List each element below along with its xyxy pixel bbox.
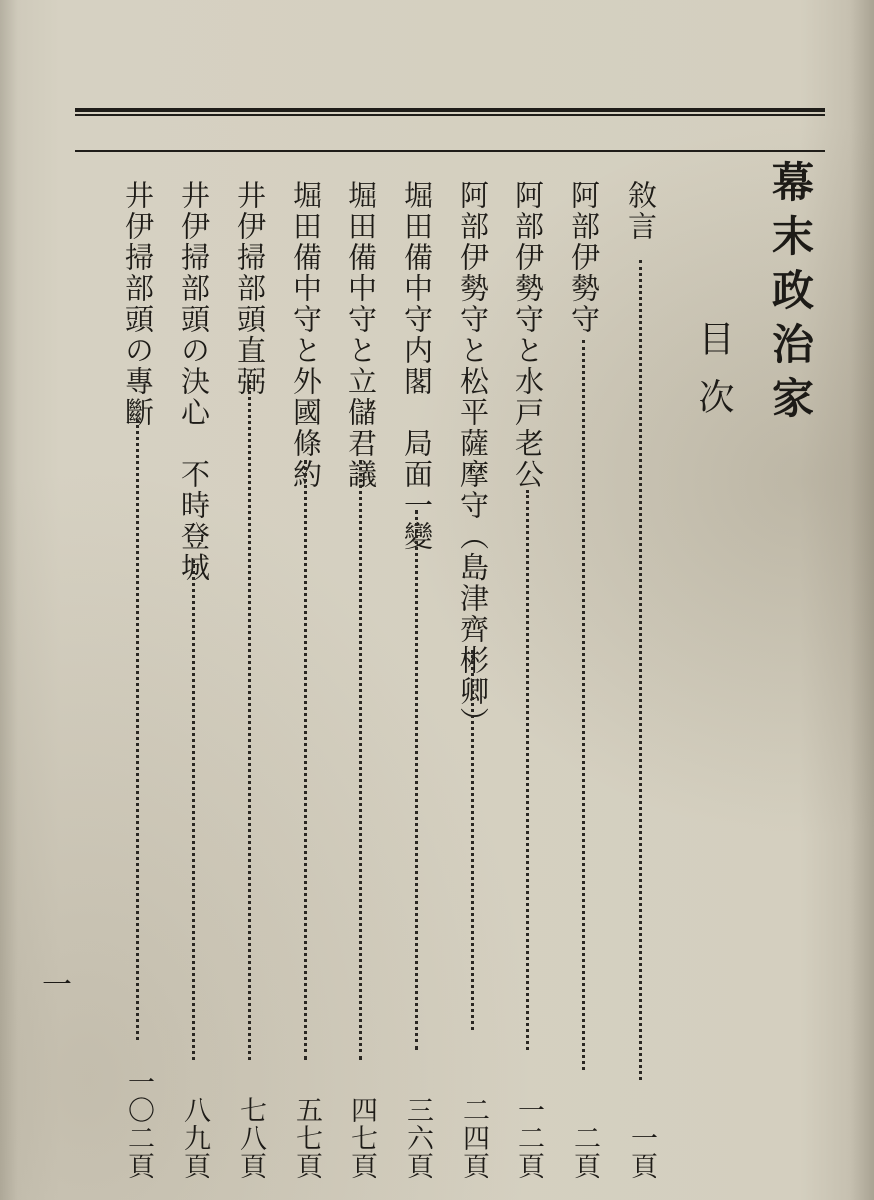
toc-leader-dots xyxy=(304,460,311,1060)
toc-entry-label: 井伊掃部頭直弼 xyxy=(233,180,267,397)
toc-entry-label: 阿部伊勢守と水戸老公 xyxy=(511,180,545,490)
toc-entry xyxy=(507,180,549,1180)
toc-leader-dots xyxy=(639,260,646,1080)
toc-entry-label: 井伊掃部頭の專斷 xyxy=(121,180,155,428)
top-rule-thick xyxy=(75,108,825,112)
toc-entry-page: 三六頁 xyxy=(402,1096,433,1180)
toc-entry xyxy=(173,180,215,1180)
toc-entry-label: 堀田備中守と外國條約 xyxy=(289,180,323,490)
toc-entry-page: 一頁 xyxy=(626,1124,657,1180)
toc-entry-page: 八九頁 xyxy=(179,1096,210,1180)
contents-heading: 目次 xyxy=(693,320,734,436)
toc-leader-dots xyxy=(582,340,589,1070)
page-number: 一 xyxy=(42,968,72,1003)
top-rule-double xyxy=(75,114,825,116)
toc-entry xyxy=(396,180,438,1180)
toc-entry-label: 堀田備中守内閣 局面一變 xyxy=(400,180,434,552)
toc-entry-label: 敘言 xyxy=(624,180,658,242)
toc-entry-page: 一〇二頁 xyxy=(123,1068,154,1180)
toc-entry-page: 二四頁 xyxy=(458,1096,489,1180)
toc-leader-dots xyxy=(136,420,143,1040)
toc-leader-dots xyxy=(415,510,422,1050)
toc-entry xyxy=(229,180,271,1180)
toc-entry xyxy=(117,180,159,1180)
top-rule-thin xyxy=(75,150,825,152)
toc-leader-dots xyxy=(471,650,478,1030)
toc-entry-page: 七八頁 xyxy=(235,1096,266,1180)
toc-leader-dots xyxy=(526,490,533,1050)
toc-entry xyxy=(285,180,327,1180)
toc-entry xyxy=(620,180,662,1180)
toc-entry xyxy=(340,180,382,1180)
toc-entry-label: 井伊掃部頭の決心 不時登城 xyxy=(177,180,211,583)
toc-entry-label: 阿部伊勢守 xyxy=(567,180,601,335)
toc-entry xyxy=(563,180,605,1180)
book-title: 幕末政治家 xyxy=(766,160,815,430)
toc-entry-page: 二頁 xyxy=(569,1124,600,1180)
toc-entry-label: 堀田備中守と立儲君議 xyxy=(344,180,378,490)
toc-entry-page: 五七頁 xyxy=(291,1096,322,1180)
toc-leader-dots xyxy=(248,380,255,1060)
toc-leader-dots xyxy=(359,460,366,1060)
toc-entry xyxy=(452,180,494,1180)
toc-leader-dots xyxy=(192,560,199,1060)
toc-entry-page: 一二頁 xyxy=(513,1096,544,1180)
toc-entry-label: 阿部伊勢守と松平薩摩守（島津齊彬卿） xyxy=(456,180,490,738)
toc-entry-page: 四七頁 xyxy=(346,1096,377,1180)
